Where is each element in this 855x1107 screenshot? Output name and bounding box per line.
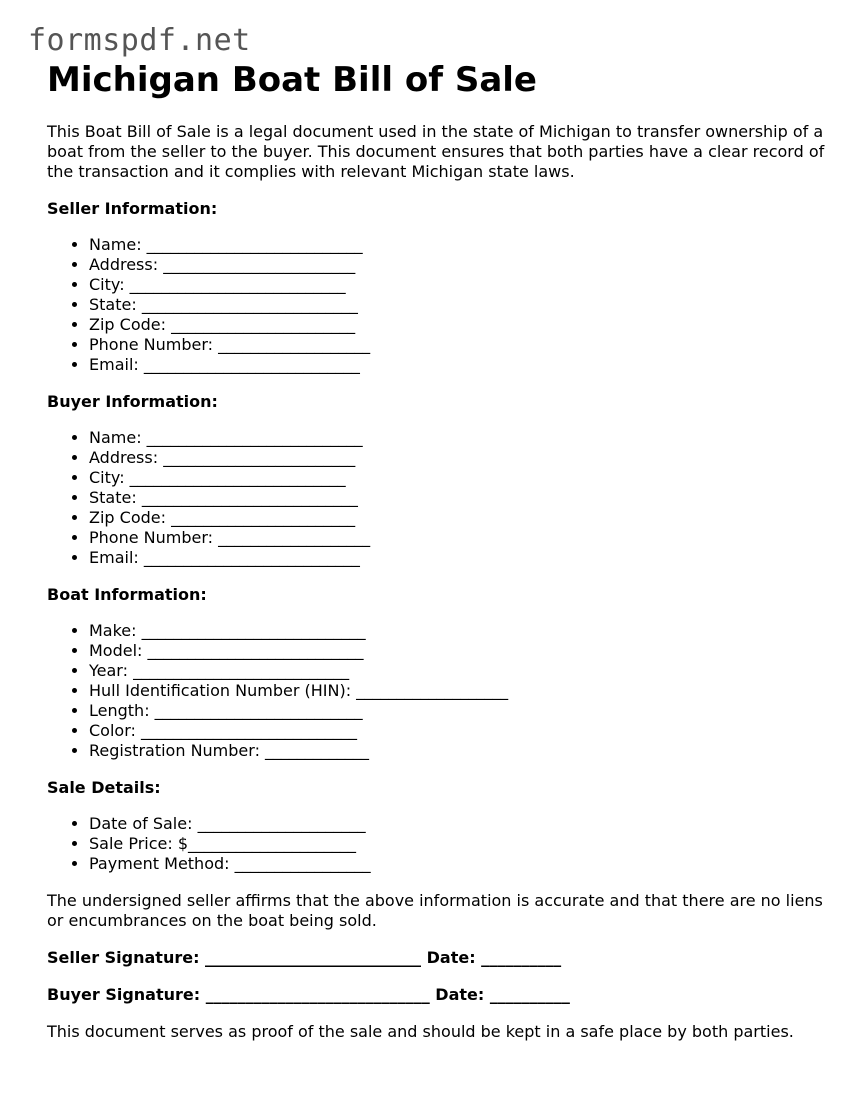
document-page	[47, 60, 827, 1042]
boat-section-heading: Boat Information:	[47, 585, 207, 604]
buyer-zip-field: • Zip Code: _______________________	[89, 508, 827, 528]
payment-method-field: • Payment Method: _________________	[89, 854, 827, 874]
seller-state-field: • State: ___________________________	[89, 295, 827, 315]
buyer-email-field: • Email: ___________________________	[89, 548, 827, 568]
buyer-name-field: • Name: ___________________________	[89, 428, 827, 448]
boat-model-field: • Model: ___________________________	[89, 641, 827, 661]
buyer-city-field: • City: ___________________________	[89, 468, 827, 488]
seller-zip-field: • Zip Code: _______________________	[89, 315, 827, 335]
affirmation-paragraph: The undersigned seller affirms that the above information is accurate and that there are no liens or encumbrances on the boat being sold.	[47, 891, 823, 930]
boat-make-field: • Make: ____________________________	[89, 621, 827, 641]
buyer-section-heading: Buyer Information:	[47, 392, 218, 411]
seller-email-field: • Email: ___________________________	[89, 355, 827, 375]
boat-info-list	[47, 621, 827, 761]
seller-city-field: • City: ___________________________	[89, 275, 827, 295]
sale-section-heading: Sale Details:	[47, 778, 161, 797]
buyer-signature-line: Buyer Signature: ____________________________ Date: __________	[47, 985, 570, 1004]
boat-year-field: • Year: ___________________________	[89, 661, 827, 681]
buyer-info-list	[47, 428, 827, 568]
boat-color-field: • Color: ___________________________	[89, 721, 827, 741]
page-title: Michigan Boat Bill of Sale	[47, 60, 537, 100]
boat-hin-field: • Hull Identification Number (HIN): ___________________	[89, 681, 827, 701]
seller-phone-field: • Phone Number: ___________________	[89, 335, 827, 355]
seller-signature-line: Seller Signature: ___________________________ Date: __________	[47, 948, 562, 967]
buyer-state-field: • State: ___________________________	[89, 488, 827, 508]
boat-length-field: • Length: __________________________	[89, 701, 827, 721]
seller-name-field: • Name: ___________________________	[89, 235, 827, 255]
sale-date-field: • Date of Sale: _____________________	[89, 814, 827, 834]
seller-info-list	[47, 235, 827, 375]
watermark-logo: formspdf.net	[28, 23, 251, 58]
intro-paragraph: This Boat Bill of Sale is a legal document used in the state of Michigan to transfer ownership of a boat from the seller to the buyer. This document ensures that both parties have a clear record of the transaction and it complies with relevant Michigan state laws.	[47, 122, 825, 181]
seller-section-heading: Seller Information:	[47, 199, 218, 218]
boat-registration-field: • Registration Number: _____________	[89, 741, 827, 761]
buyer-phone-field: • Phone Number: ___________________	[89, 528, 827, 548]
closing-paragraph: This document serves as proof of the sale and should be kept in a safe place by both parties.	[47, 1022, 794, 1041]
seller-address-field: • Address: ________________________	[89, 255, 827, 275]
buyer-address-field: • Address: ________________________	[89, 448, 827, 468]
sale-details-list	[47, 814, 827, 874]
sale-price-field: • Sale Price: $_____________________	[89, 834, 827, 854]
